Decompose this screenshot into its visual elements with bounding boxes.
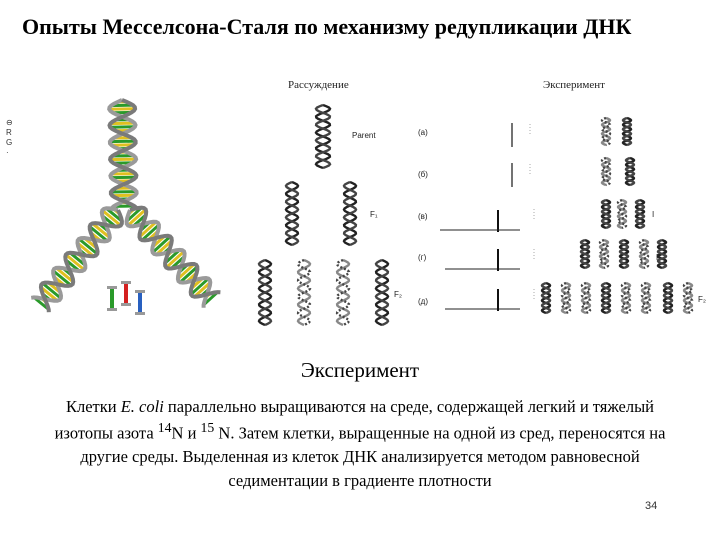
f2-duplex [376, 260, 388, 325]
ecoli-italic: E. coli [120, 397, 164, 416]
f1-label: F₁ [370, 210, 378, 219]
free-nucleotide-cap [135, 312, 145, 315]
parent-label: Parent [352, 131, 376, 140]
free-nucleotide-cap [107, 308, 117, 311]
exp-helix [620, 240, 628, 268]
f2-label: F₂ [394, 290, 402, 299]
reasoning-label: Рассуждение [288, 79, 349, 91]
f2-duplex [259, 260, 271, 325]
page-number: 34 [645, 500, 658, 512]
exp-helix [582, 283, 590, 313]
free-nucleotide [138, 292, 142, 312]
exp-helix [626, 158, 634, 185]
exp-helix [622, 283, 630, 313]
exp-helix [581, 240, 589, 268]
free-nucleotide-cap [121, 303, 131, 306]
free-nucleotide-cap [121, 281, 131, 284]
para-part-2: параллельно выращиваются на среде, содержащей легкий и тяжелый изотопы азота [54, 397, 655, 443]
para-n1: N и [171, 423, 201, 443]
para-part-1: Клетки [65, 397, 121, 416]
experiment-label: Эксперимент [543, 79, 605, 91]
parent-duplex [316, 105, 330, 168]
para-part-3: N. Затем клетки, выращенные на одной из сред, переносятся на другие среды. Выделенная из клеток ДНК анализируется методом равновесной седиментации в градиенте плотности [80, 423, 666, 490]
free-nucleotide-cap [107, 286, 117, 289]
exp-helix [618, 200, 626, 228]
legend-symbols: ⊖ R G · [6, 118, 13, 157]
exp-helix [602, 200, 610, 228]
stage-label-c: (в) [418, 212, 428, 221]
f2-duplex [337, 260, 349, 325]
stage-label-d: (г) [418, 253, 427, 262]
stage-label-a: (а) [418, 128, 428, 137]
exp-gen-label-1: I [652, 210, 655, 219]
stage-label-e: (д) [418, 297, 428, 306]
exp-helix [602, 118, 610, 145]
strand [337, 260, 349, 325]
exp-helix [640, 240, 648, 268]
slide-title: Опыты Месселсона-Сталя по механизму редупликации ДНК [22, 14, 632, 39]
exp-helix [602, 283, 610, 313]
exp-gen-label-3: F₂ [698, 295, 706, 304]
isotope-15: 15 [200, 420, 215, 436]
f2-duplex [298, 260, 310, 325]
section-heading: Эксперимент [300, 358, 420, 382]
strand [298, 260, 310, 325]
exp-helix [642, 283, 650, 313]
exp-gen-label-2: F [656, 253, 661, 262]
parent-helix [109, 100, 136, 208]
exp-helix [684, 283, 692, 313]
free-nucleotide-cap [135, 290, 145, 293]
free-nucleotide [110, 288, 114, 308]
exp-helix [562, 283, 570, 313]
exp-helix [602, 158, 610, 185]
free-nucleotide [124, 283, 128, 303]
isotope-14: 14 [157, 420, 172, 436]
exp-helix [623, 118, 631, 145]
exp-helix [636, 200, 644, 228]
exp-helix [664, 283, 672, 313]
exp-helix [542, 283, 550, 313]
daughter-helix-left [31, 208, 122, 312]
f1-duplex [344, 182, 356, 245]
exp-helix [600, 240, 608, 268]
dna-replication-illustration [31, 100, 220, 315]
stage-label-b: (б) [418, 170, 428, 179]
description-paragraph [40, 395, 680, 492]
f1-duplex [286, 182, 298, 245]
